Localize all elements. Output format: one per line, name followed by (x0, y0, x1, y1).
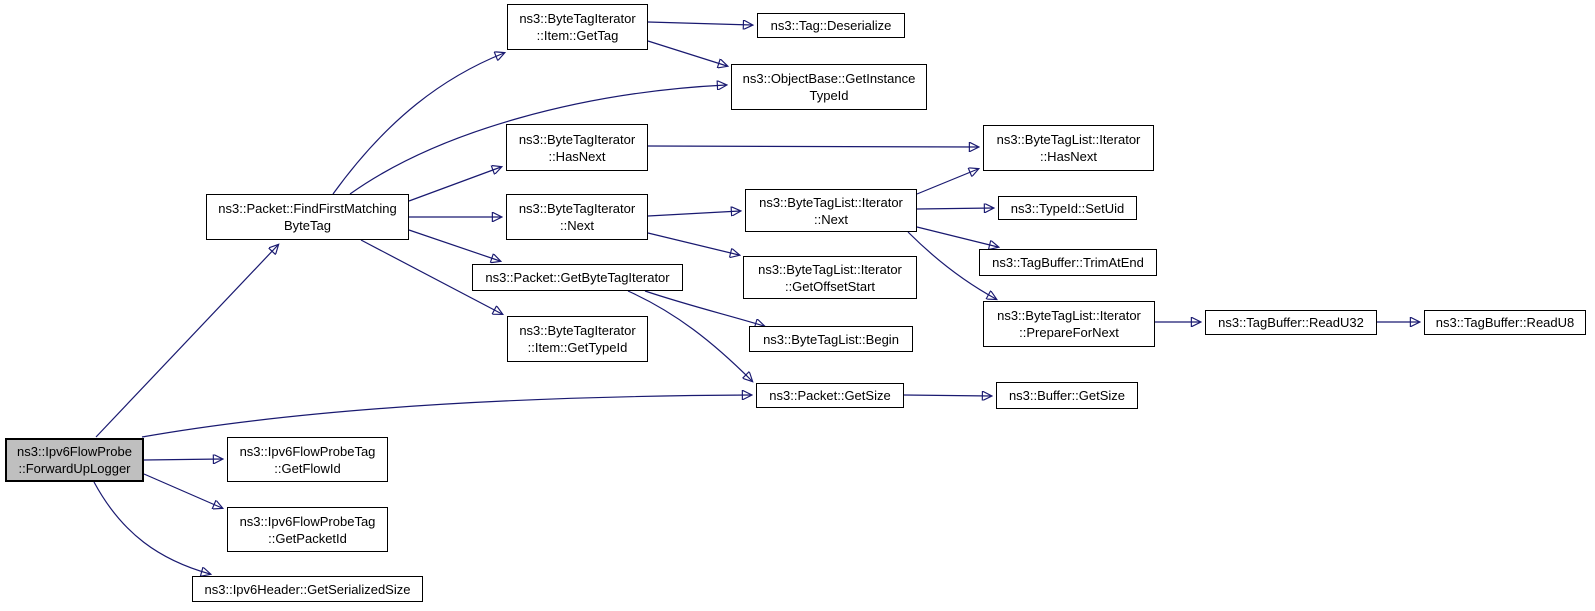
node-ipv6flowprobetag-getflowid[interactable] (227, 437, 388, 482)
node-ipv6header-getserializedsize[interactable] (192, 576, 423, 602)
edge-btinext-getoffsetstart (648, 233, 739, 255)
edge-forwarduplogger-findfirstmatchingbytetag (96, 245, 278, 437)
edge-forwarduplogger-getpacketid (144, 474, 222, 508)
node-bytetaglist-begin[interactable] (749, 326, 913, 352)
node-label: ns3::ByteTagList::Iterator (759, 194, 903, 210)
node-label: ns3::Ipv6FlowProbeTag (239, 443, 376, 459)
edge-btlnext-setuid (917, 208, 993, 209)
node-label: ::PrepareForNext (1019, 325, 1119, 340)
node-label: ns3::TypeId::SetUid (1010, 200, 1125, 216)
node-packet-getsize[interactable] (756, 383, 904, 408)
node-typeid-setuid[interactable] (998, 196, 1137, 220)
node-label: ::HasNext (548, 148, 606, 164)
node-tagbuffer-readu32[interactable] (1205, 310, 1377, 335)
edge-findfirstmatchingbytetag-getbytetagiterator (409, 230, 500, 261)
node-bytetagiterator-next[interactable] (506, 194, 648, 240)
node-label: ns3::ByteTagIterator (519, 11, 636, 26)
node-label: ns3::TagBuffer::TrimAtEnd (992, 255, 1144, 270)
node-label: ns3::Packet::FindFirstMatching (218, 201, 397, 216)
node-label: ::Item::GetTypeId (527, 340, 628, 355)
node-label: ns3::ByteTagList::Iterator (997, 308, 1141, 323)
node-label: ns3::TagBuffer::ReadU32 (1218, 315, 1364, 330)
edge-btihasnext-btlhasnext (648, 146, 978, 147)
node-bytetagiterator-item-gettypeid[interactable] (507, 316, 648, 362)
node-label: ::GetFlowId (274, 460, 341, 476)
node-bytetaglist-iterator-hasnext[interactable] (983, 125, 1154, 171)
node-label: ByteTag (284, 218, 331, 233)
node-label: ns3::Packet::GetByteTagIterator (485, 270, 670, 285)
edge-findfirstmatchingbytetag-btihasnext (409, 167, 501, 201)
node-tagbuffer-trimatend[interactable] (979, 249, 1157, 276)
edge-packetgetsize-buffergetsize (904, 395, 991, 396)
node-label: ns3::Ipv6FlowProbe (17, 444, 132, 459)
node-label: TypeId (809, 88, 849, 103)
node-label: ns3::Ipv6Header::GetSerializedSize (204, 581, 411, 597)
node-label: ::GetPacketId (268, 530, 347, 546)
node-bytetaglist-iterator-preparefornext[interactable] (983, 301, 1155, 347)
node-label: ns3::Packet::GetSize (769, 388, 891, 403)
node-bytetagiterator-item-gettag[interactable] (507, 4, 648, 50)
node-label: ns3::ObjectBase::GetInstance (742, 71, 916, 86)
node-label: ns3::ByteTagList::Iterator (758, 261, 902, 277)
node-packet-findfirstmatchingbytetag[interactable] (206, 194, 409, 240)
node-buffer-getsize[interactable] (996, 382, 1138, 409)
node-label: ::GetOffsetStart (784, 278, 876, 294)
node-tagbuffer-readu8[interactable] (1424, 310, 1586, 335)
node-label: ::ForwardUpLogger (18, 461, 131, 476)
node-label: ns3::TagBuffer::ReadU8 (1435, 315, 1575, 330)
node-ipv6flowprobetag-getpacketid[interactable] (227, 507, 388, 552)
edge-btinext-btlnext (648, 211, 740, 216)
node-label: ::HasNext (1039, 149, 1098, 164)
node-label: ns3::ByteTagIterator (518, 131, 636, 147)
edge-findfirstmatchingbytetag-itemgettag (333, 53, 504, 194)
node-label: ns3::Buffer::GetSize (1008, 388, 1126, 403)
node-bytetaglist-iterator-getoffsetstart[interactable] (743, 256, 917, 299)
node-bytetagiterator-hasnext[interactable] (506, 124, 648, 171)
edge-itemgettag-getinstancetypeid (648, 41, 727, 66)
node-label: ns3::Tag::Deserialize (770, 18, 892, 33)
node-label: ns3::Ipv6FlowProbeTag (239, 513, 376, 529)
node-label: ns3::ByteTagList::Iterator (996, 132, 1141, 147)
node-objectbase-getinstancetypeid[interactable] (731, 64, 927, 110)
edge-forwarduplogger-getflowid (144, 459, 222, 460)
node-packet-getbytetagiterator[interactable] (472, 264, 683, 291)
edge-forwarduplogger-packetgetsize (142, 395, 751, 437)
node-label: ::Next (814, 211, 848, 227)
edge-btlnext-trimatend (917, 227, 998, 247)
edge-btlnext-btlhasnext (917, 169, 978, 194)
node-label: ns3::ByteTagIterator (519, 323, 636, 338)
node-ipv6flowprobe-forwarduplogger[interactable] (5, 438, 144, 482)
node-tag-deserialize[interactable] (757, 13, 905, 38)
node-label: ns3::ByteTagIterator (518, 201, 636, 216)
node-label: ::Next (560, 218, 594, 233)
node-label: ns3::ByteTagList::Begin (763, 331, 899, 347)
edge-itemgettag-tagdeserialize (648, 22, 752, 25)
node-label: ::Item::GetTag (536, 28, 619, 43)
node-bytetaglist-iterator-next[interactable] (745, 189, 917, 232)
